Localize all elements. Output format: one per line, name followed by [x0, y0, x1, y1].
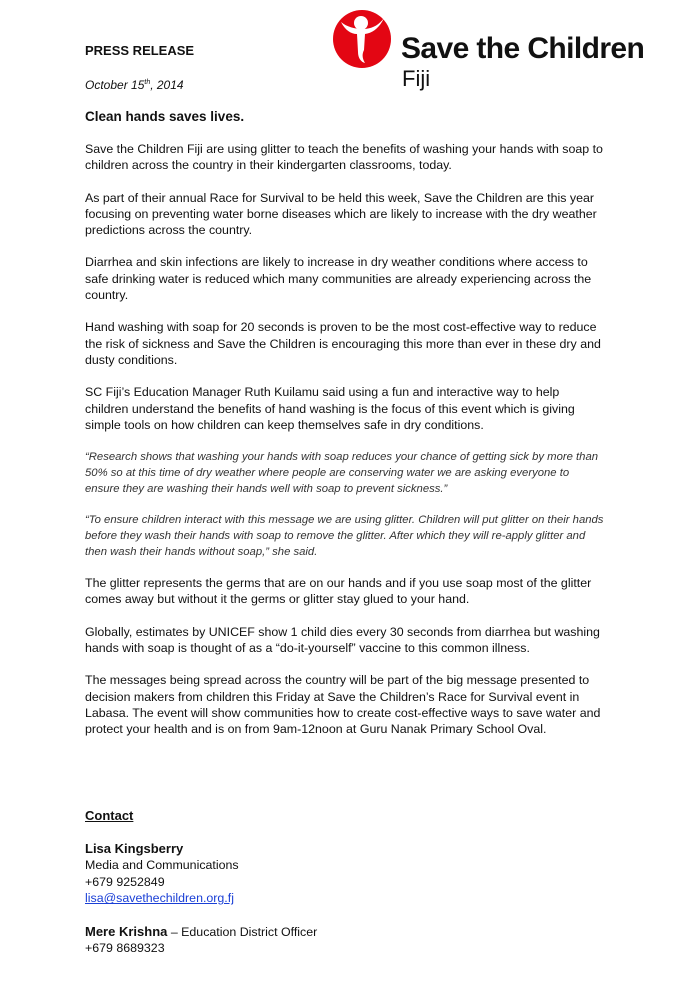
contact-name: Lisa Kingsberry	[85, 841, 184, 856]
contact-role: Media and Communications	[85, 858, 239, 873]
article-body	[85, 141, 605, 754]
brand-country: Fiji	[402, 66, 431, 91]
contact-heading: Contact	[85, 808, 134, 823]
paragraph: Diarrhea and skin infections are likely to increase in dry weather conditions where access to safe drinking water is reduced which many communities are already experiencing across the country.	[85, 255, 592, 303]
contact-phone: +679 9252849	[85, 874, 165, 889]
press-release-label: PRESS RELEASE	[85, 43, 195, 58]
paragraph: Hand washing with soap for 20 seconds is proven to be the most cost-effective way to reduce the risk of sickness and Save the Children is encouraging this more than ever in these dry and dusty conditions.	[85, 320, 601, 367]
quote: “Research shows that washing your hands with soap reduces your chance of getting sick by more than 50% so at this time of dry weather where people are conserving water we are asking everyone to ensure they are washing their hands well with soap to prevent sickness.”	[85, 451, 599, 496]
paragraph: Save the Children Fiji are using glitter to teach the benefits of washing your hands with soap to children across the country in their kindergarten classrooms, today.	[85, 142, 603, 173]
headline: Clean hands saves lives.	[85, 109, 245, 124]
contact-name: Mere Krishna	[85, 924, 168, 939]
save-the-children-logo	[331, 8, 676, 92]
quote: “To ensure children interact with this message we are using glitter. Children will put glitter on their hands before they wash their hands with soap to remove the glitter. After which they will re-apply glitter and then wash their hands without soap,” she said.	[85, 514, 604, 559]
paragraph: The glitter represents the germs that are on our hands and if you use soap most of the glitter comes away but without it the germs or glitter stay glued to your hand.	[85, 576, 592, 607]
contact-person-1	[85, 841, 239, 907]
brand-name: Save the Children	[401, 32, 645, 65]
contact-person-2	[85, 924, 317, 957]
contact-phone: +679 8689323	[85, 941, 165, 956]
paragraph: The messages being spread across the country will be part of the big message presented to decision makers from children this Friday at Save the Children’s Race for Survival event in Labasa. The event will show communities how to create cost-effective ways to save water and protect your health and is on from 9am-12noon at Guru Nanak Primary School Oval.	[85, 673, 601, 737]
paragraph: As part of their annual Race for Survival to be held this week, Save the Children are this year focusing on preventing water borne diseases which are likely to increase with the dry weather predictions across the country.	[85, 190, 597, 238]
contact-email-link[interactable]: lisa@savethechildren.org.fj	[85, 891, 234, 906]
paragraph: Globally, estimates by UNICEF show 1 child dies every 30 seconds from diarrhea but washing hands with soap is thought of as a “do-it-yourself” vaccine to this common illness.	[85, 624, 600, 656]
paragraph: SC Fiji’s Education Manager Ruth Kuilamu said using a fun and interactive way to help children understand the benefits of hand washing is the focus of this event which is giving simple tools on how children can keep themselves safe in dry conditions.	[85, 385, 575, 432]
release-date: October 15th, 2014	[85, 78, 184, 92]
contact-role: – Education District Officer	[167, 925, 318, 939]
save-the-children-figure-icon	[331, 8, 393, 70]
